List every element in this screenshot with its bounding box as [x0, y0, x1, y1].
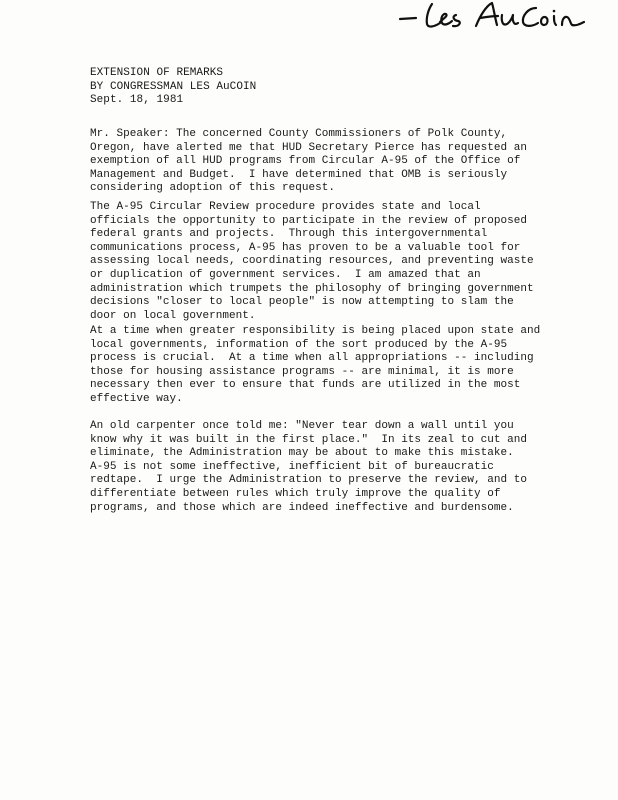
- text-line: communications process, A-95 has proven to be a valuable tool for: [90, 241, 521, 254]
- text-line: Oregon, have alerted me that HUD Secretary Pierce has requested an: [90, 141, 527, 154]
- text-line: or duplication of government services. I am amazed that an: [90, 268, 481, 281]
- text-line: The A-95 Circular Review procedure provides state and local: [90, 201, 481, 213]
- text-line: administration which trumpets the philosophy of bringing government: [90, 282, 534, 295]
- text-line: local governments, information of the sort produced by the A-95: [90, 338, 508, 351]
- text-line: Management and Budget. I have determined that OMB is seriously: [90, 168, 508, 181]
- remarks-header: [90, 67, 256, 108]
- text-line: An old carpenter once told me: "Never tear down a wall until you: [90, 420, 514, 432]
- text-line: A-95 is not some ineffective, inefficient bit of bureaucratic: [90, 460, 494, 473]
- paragraph-3: [90, 325, 610, 407]
- header-date: Sept. 18, 1981: [90, 94, 184, 106]
- header-byline: BY CONGRESSMAN LES AuCOIN: [90, 80, 257, 93]
- text-line: redtape. I urge the Administration to preserve the review, and to: [90, 474, 527, 487]
- header-title: EXTENSION OF REMARKS: [90, 67, 224, 79]
- text-line: programs, and those which are indeed ineffective and burdensome.: [90, 501, 514, 514]
- paragraph-4: [90, 420, 610, 515]
- text-line: eliminate, the Administration may be about to make this mistake.: [90, 447, 514, 460]
- text-line: effective way.: [90, 392, 183, 405]
- signature-icon: [396, 0, 586, 34]
- handwritten-signature: [396, 0, 586, 34]
- text-line: Mr. Speaker: The concerned County Commissioners of Polk County,: [90, 128, 508, 140]
- text-line: officials the opportunity to participate in the review of proposed: [90, 214, 527, 227]
- paragraph-2: [90, 201, 610, 323]
- text-line: door on local government.: [90, 309, 256, 322]
- text-line: process is crucial. At a time when all appropriations -- including: [90, 352, 534, 365]
- paragraph-1: [90, 128, 610, 196]
- text-line: those for housing assistance programs -- are minimal, it is more: [90, 365, 514, 378]
- text-line: necessary then ever to ensure that funds are utilized in the most: [90, 379, 521, 392]
- text-line: know why it was built in the first place." In its zeal to cut and: [90, 433, 527, 446]
- text-line: considering adoption of this request.: [90, 182, 335, 195]
- text-line: decisions "closer to local people" is now attempting to slam the: [90, 296, 514, 309]
- text-line: exemption of all HUD programs from Circular A-95 of the Office of: [90, 155, 521, 168]
- text-line: differentiate between rules which truly improve the quality of: [90, 487, 501, 500]
- text-line: federal grants and projects. Through this intergovernmental: [90, 228, 488, 241]
- text-line: At a time when greater responsibility is being placed upon state and: [90, 325, 541, 337]
- text-line: assessing local needs, coordinating resources, and preventing waste: [90, 255, 534, 268]
